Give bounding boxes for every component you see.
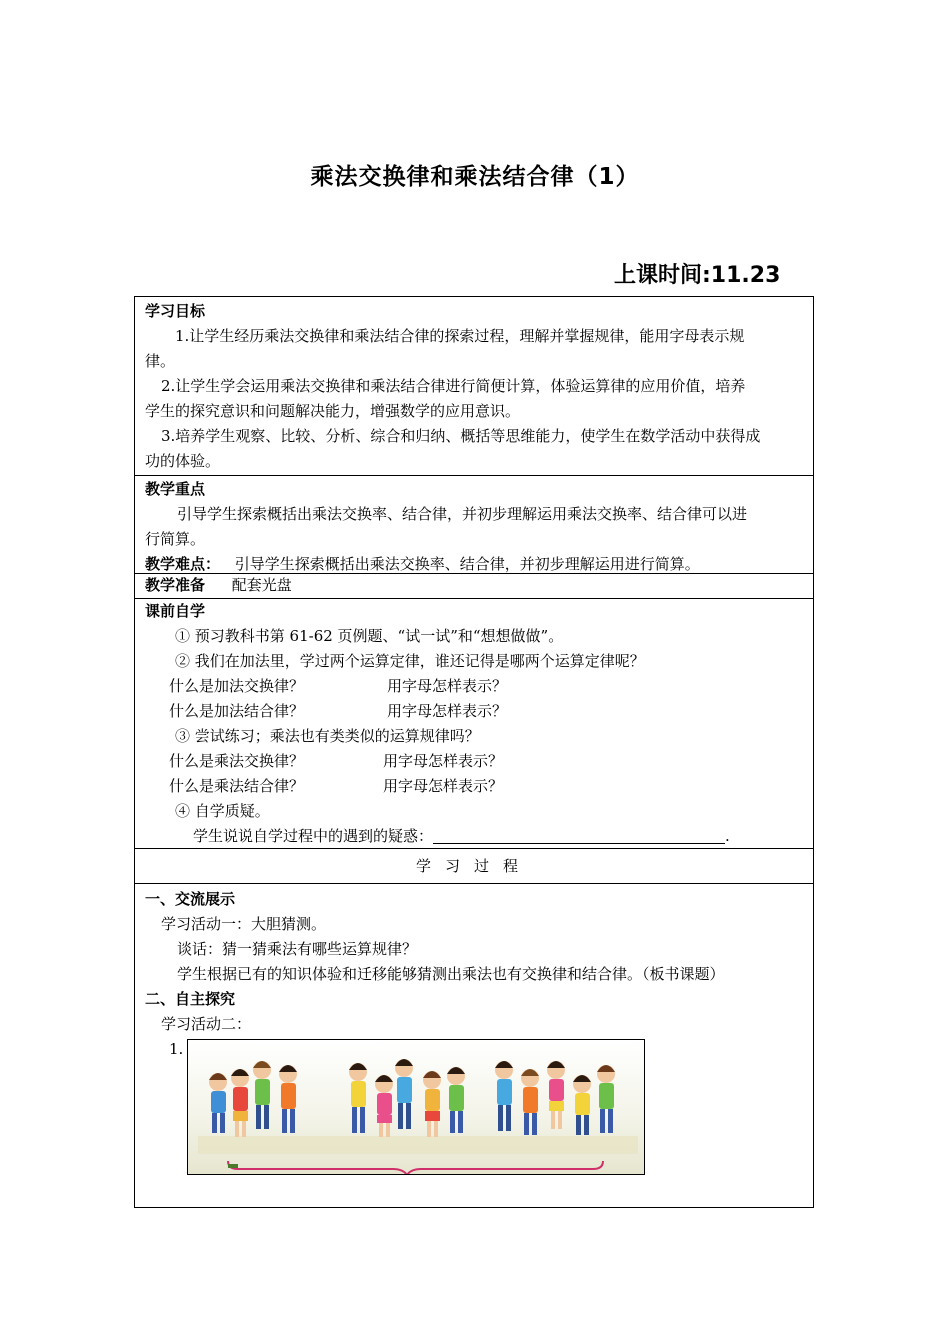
exchange-line: 学生根据已有的知识体验和迁移能够猜测出乘法也有交换律和结合律。（板书课题） (177, 965, 725, 983)
preview-heading: 课前自学 (145, 602, 206, 620)
difficulty-label: 教学难点： (145, 555, 221, 573)
key-point-line: 行简算。 (145, 530, 206, 548)
preview-line: ③ 尝试练习；乘法也有类类似的运算规律吗？ (175, 727, 480, 745)
process-heading: 学习过程 (415, 857, 532, 875)
objectives-heading: 学习目标 (145, 302, 206, 320)
preview-question: 用字母怎样表示？ (387, 702, 508, 720)
preview-line: ② 我们在加法里，学过两个运算定律，谁还记得是哪两个运算定律呢？ (175, 652, 645, 670)
key-point-line: 引导学生探索概括出乘法交换率、结合律，并初步理解运用乘法交换率、结合律可以进 (177, 505, 748, 523)
objective-line: 2.让学生学会运用乘法交换律和乘法结合律进行简便计算，体验运算律的应用价值，培养 (161, 377, 746, 395)
objective-line: 学生的探究意识和问题解决能力，增强数学的应用意识。 (145, 402, 521, 420)
explore-heading: 二、自主探究 (145, 990, 236, 1008)
document-title: 乘法交换律和乘法结合律（1） (310, 164, 640, 190)
explore-line: 学习活动二： (161, 1015, 252, 1033)
objective-line: 功的体验。 (145, 452, 221, 470)
preview-question: 什么是乘法结合律？ (169, 777, 305, 795)
children-illustration (188, 1040, 644, 1174)
process-body (135, 297, 813, 1207)
objective-line: 3.培养学生观察、比较、分析、综合和归纳、概括等思维能力，使学生在数学活动中获得成 (161, 427, 761, 445)
doubts-end: . (725, 827, 730, 845)
preview-question: 什么是加法结合律？ (169, 702, 305, 720)
preparation-text: 配套光盘 (231, 576, 292, 594)
children-dancing-image (187, 1039, 645, 1175)
objective-line: 1.让学生经历乘法交换律和乘法结合律的探索过程，理解并掌握规律，能用字母表示规 (175, 327, 745, 345)
preview-line: ④ 自学质疑。 (175, 802, 270, 820)
exchange-line: 谈话：猜一猜乘法有哪些运算规律？ (177, 940, 418, 958)
preview-question: 用字母怎样表示？ (383, 752, 504, 770)
lesson-table (134, 296, 814, 1208)
key-points-heading: 教学重点 (145, 480, 206, 498)
exchange-line: 学习活动一：大胆猜测。 (161, 915, 327, 933)
preview-question: 用字母怎样表示？ (387, 677, 508, 695)
preview-question: 什么是乘法交换律？ (169, 752, 305, 770)
difficulty-text: 引导学生探索概括出乘法交换率、结合律，并初步理解运用进行简算。 (234, 555, 700, 573)
exchange-heading: 一、交流展示 (145, 890, 236, 908)
class-time: 上课时间:11.23 (614, 263, 781, 288)
explore-item-number: 1. (169, 1040, 184, 1058)
preview-line: ① 预习教科书第 61-62 页例题、“试一试”和“想想做做”。 (175, 627, 564, 645)
objective-line: 律。 (145, 352, 176, 370)
preview-question: 什么是加法交换律？ (169, 677, 305, 695)
doubts-prompt: 学生说说自学过程中的遇到的疑惑： (193, 827, 434, 845)
preview-question: 用字母怎样表示？ (383, 777, 504, 795)
preparation-label: 教学准备 (145, 576, 206, 594)
